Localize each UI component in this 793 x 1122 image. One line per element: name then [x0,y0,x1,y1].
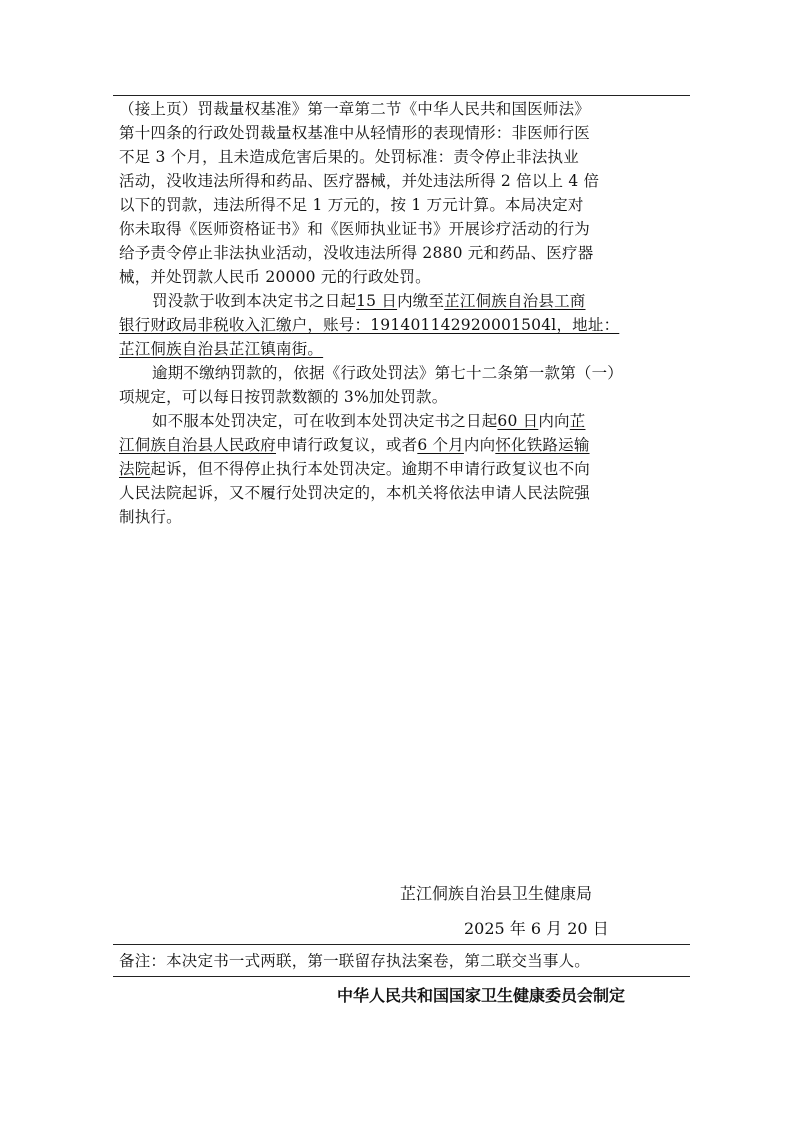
text-line [152,411,585,431]
lawsuit-to: 内向 [463,436,496,454]
appeal-deadline: 60 日 [497,412,539,430]
note-bottom-rule [113,976,690,977]
appeal-intro: 如不服本处罚决定，可在收到本处罚决定书之日起 [152,412,498,430]
text-line: 以下的罚款，违法所得不足 1 万元的，按 1 万元计算。本局决定对 [119,196,584,214]
payment-address: 芷江侗族自治县芷江镇南街。 [119,340,324,358]
text-line [119,459,590,479]
payment-deadline: 15 日 [356,292,398,310]
text-line: 项规定，可以每日按罚款数额的 3%加处罚款。 [119,388,448,406]
lawsuit-court: 法院 [119,460,151,478]
text-line: 不足 3 个月，且未造成危害后果的。处罚标准：责令停止非法执业 [119,148,579,166]
text-line [119,435,590,455]
payment-to: 内缴至 [397,292,445,310]
appeal-text: 起诉，但不得停止执行本处罚决定。逾期不申请行政复议也不向 [150,460,591,478]
appeal-government: 江侗族自治县人民政府 [119,436,277,454]
text-line: 制执行。 [119,508,182,526]
text-line: 逾期不缴纳罚款的，依据《行政处罚法》第七十二条第一款第（一） [152,364,624,382]
signature-organization: 芷江侗族自治县卫生健康局 [400,884,593,903]
lawsuit-deadline: 6 个月 [417,436,464,454]
note-top-rule [113,944,690,945]
lawsuit-court: 怀化铁路运输 [495,436,590,454]
text-line: 你未取得《医师资格证书》和《医师执业证书》开展诊疗活动的行为 [119,220,591,238]
text-line: 械，并处罚款人民币 20000 元的行政处罚。 [119,268,431,286]
text-line: 人民法院起诉，又不履行处罚决定的，本机关将依法申请人民法院强 [119,484,591,502]
text-line: 第十四条的行政处罚裁量权基准中从轻情形的表现情形：非医师行医 [119,124,591,142]
text-line: 活动，没收违法所得和药品、医疗器械，并处违法所得 2 倍以上 4 倍 [119,172,600,190]
payment-bank: 芷江侗族自治县工商 [444,292,586,310]
signature-date: 2025 年 6 月 20 日 [464,919,609,938]
text-line [152,291,585,311]
note-text: 备注：本决定书一式两联，第一联留存执法案卷，第二联交当事人。 [119,952,591,970]
payment-account: 银行财政局非税收入汇缴户，账号：191401142920001504l，地址： [119,316,620,334]
appeal-review: 申请行政复议，或者 [276,436,418,454]
appeal-to: 内向 [538,412,570,430]
footer-issuer: 中华人民共和国国家卫生健康委员会制定 [337,986,626,1005]
payment-intro: 罚没款于收到本决定书之日起 [152,292,357,310]
text-line: 给予责令停止非法执业活动，没收违法所得 2880 元和药品、医疗器 [119,244,594,262]
top-rule [113,95,690,96]
appeal-government: 芷 [569,412,586,430]
text-line: （接上页）罚裁量权基准》第一章第二节《中华人民共和国医师法》 [119,100,591,118]
